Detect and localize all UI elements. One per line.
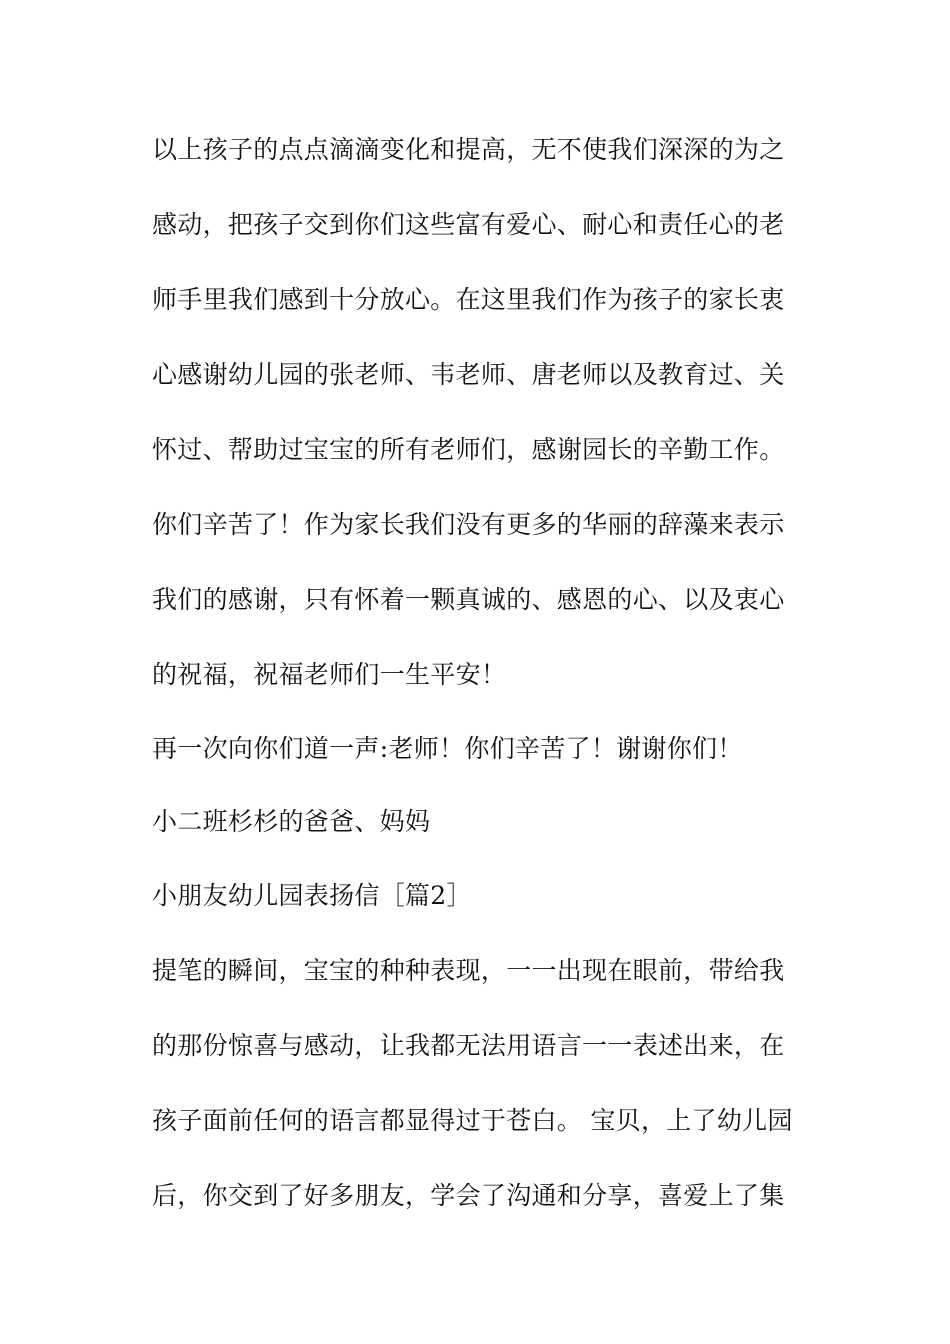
paragraph-line: 我们的感谢，只有怀着一颗真诚的、感恩的心、以及衷心	[152, 585, 785, 614]
paragraph-line: 怀过、帮助过宝宝的所有老师们，感谢园长的辛勤工作。	[152, 435, 785, 464]
section-heading: 小朋友幼儿园表扬信［篇2］	[152, 881, 472, 910]
paragraph-line: 你们辛苦了！作为家长我们没有更多的华丽的辞藻来表示	[152, 510, 785, 539]
signature-line: 小二班杉杉的爸爸、妈妈	[152, 807, 431, 836]
closing-line: 再一次向你们道一声:老师！你们辛苦了！谢谢你们！	[152, 734, 743, 763]
paragraph-line: 以上孩子的点点滴滴变化和提高，无不使我们深深的为之	[152, 135, 785, 164]
paragraph-line: 的那份惊喜与感动，让我都无法用语言一一表述出来，在	[152, 1031, 785, 1060]
paragraph-line: 孩子面前任何的语言都显得过于苍白。 宝贝，上了幼儿园	[152, 1106, 793, 1135]
paragraph-line: 感动，把孩子交到你们这些富有爱心、耐心和责任心的老	[152, 210, 785, 239]
paragraph-line: 提笔的瞬间，宝宝的种种表现，一一出现在眼前，带给我	[152, 956, 785, 985]
paragraph-line: 心感谢幼儿园的张老师、韦老师、唐老师以及教育过、关	[152, 360, 785, 389]
paragraph-line: 的祝福，祝福老师们一生平安！	[152, 660, 507, 689]
paragraph-line: 后，你交到了好多朋友，学会了沟通和分享，喜爱上了集	[152, 1181, 785, 1210]
paragraph-line: 师手里我们感到十分放心。在这里我们作为孩子的家长衷	[152, 285, 785, 314]
